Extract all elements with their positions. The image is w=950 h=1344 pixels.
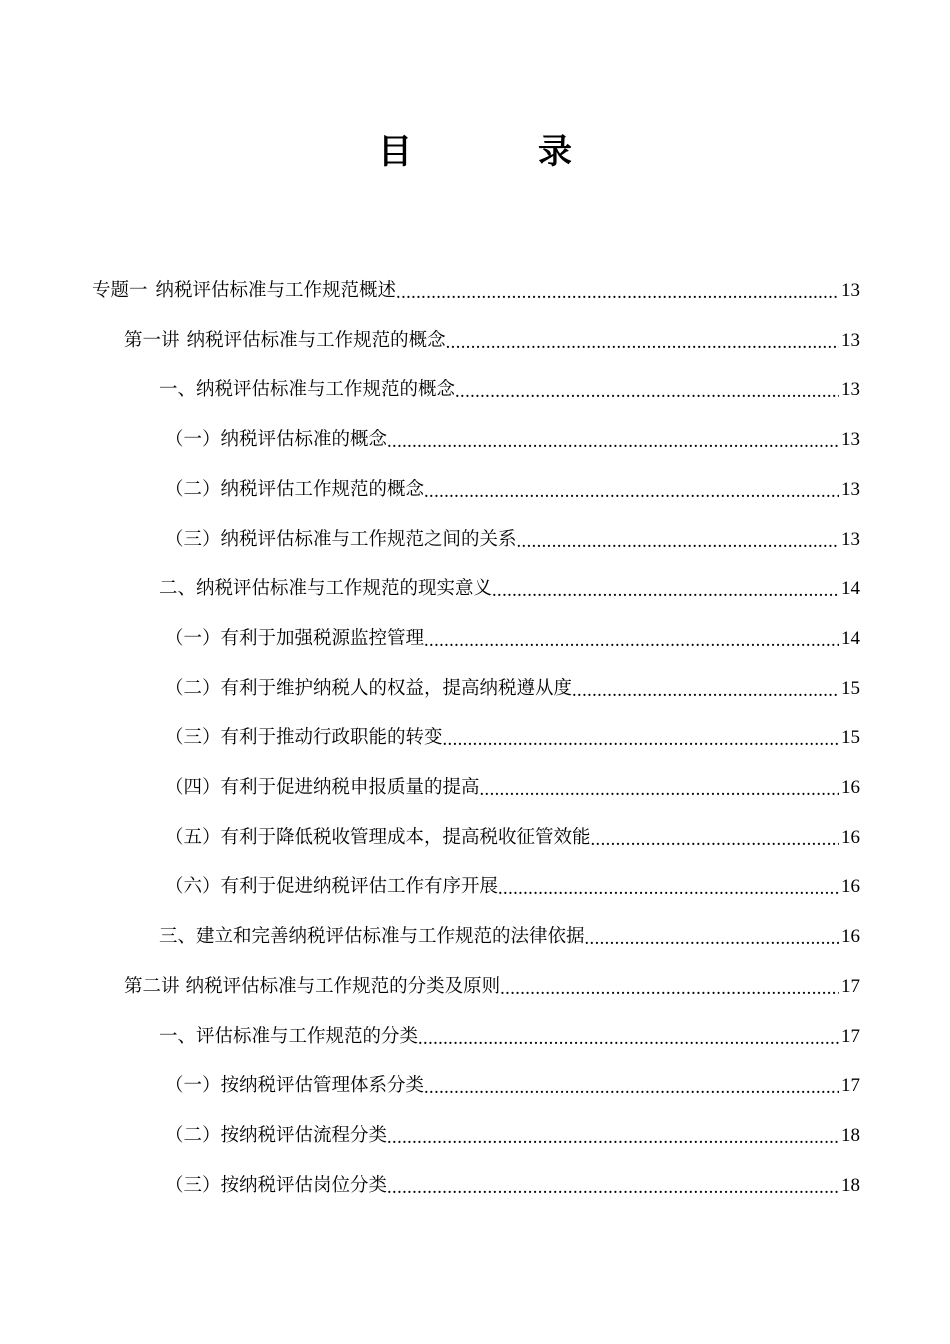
toc-dot-leader	[455, 367, 839, 415]
toc-dot-leader	[585, 914, 839, 962]
toc-page-number: 14	[841, 627, 860, 649]
toc-entry-title: （一）按纳税评估管理体系分类	[165, 1075, 425, 1097]
toc-entry-title: （一）有利于加强税源监控管理	[165, 627, 425, 649]
toc-entry-title: 纳税评估标准与工作规范的概念	[186, 329, 446, 351]
toc-entry-link[interactable]	[165, 1161, 860, 1211]
toc-dot-leader	[517, 517, 839, 565]
toc-entry-link[interactable]	[165, 813, 860, 863]
toc-dot-leader	[492, 566, 839, 614]
toc-entry-title: 一、评估标准与工作规范的分类	[159, 1025, 419, 1047]
toc-dot-leader	[480, 765, 839, 813]
toc-row	[0, 813, 950, 863]
toc-page-number: 18	[841, 1124, 860, 1146]
toc-dot-leader	[387, 1113, 839, 1161]
toc-page-number: 13	[841, 528, 860, 550]
toc-dot-leader	[424, 467, 839, 515]
toc-entry-link[interactable]	[165, 465, 860, 515]
toc-row	[0, 365, 950, 415]
toc-entry-title: （一）纳税评估标准的概念	[165, 429, 388, 451]
toc-row	[0, 862, 950, 912]
toc-page-number: 13	[841, 329, 860, 351]
toc-entry-link[interactable]	[92, 266, 860, 316]
toc-page-number: 16	[841, 876, 860, 898]
toc-dot-leader	[572, 666, 839, 714]
toc-entry-link[interactable]	[124, 962, 860, 1012]
toc-entry-link[interactable]	[124, 316, 860, 366]
toc-entry-link[interactable]	[165, 1061, 860, 1111]
toc-entry-title: （三）纳税评估标准与工作规范之间的关系	[165, 528, 517, 550]
toc-dot-leader	[387, 1163, 839, 1211]
toc-row	[0, 515, 950, 565]
toc-entry-title: （五）有利于降低税收管理成本，提高税收征管效能	[165, 826, 591, 848]
toc-page-number: 13	[841, 280, 860, 301]
toc-row	[0, 713, 950, 763]
toc-row	[0, 912, 950, 962]
toc-row	[0, 1111, 950, 1161]
toc-entry-title: 三、建立和完善纳税评估标准与工作规范的法律依据	[159, 926, 585, 948]
toc-row	[0, 1012, 950, 1062]
toc-row	[0, 1061, 950, 1111]
toc-dot-leader	[424, 616, 839, 664]
toc-entry-title: （六）有利于促进纳税评估工作有序开展	[165, 876, 499, 898]
toc-entry-label: 第二讲	[124, 975, 180, 997]
toc-row	[0, 1161, 950, 1211]
toc-entry-link[interactable]	[165, 415, 860, 465]
toc-entry-link[interactable]	[165, 664, 860, 714]
toc-dot-leader	[591, 815, 839, 863]
toc-page-number: 15	[841, 677, 860, 699]
toc-entry-title: 一、纳税评估标准与工作规范的概念	[159, 379, 456, 401]
toc-entry-link[interactable]	[159, 1012, 860, 1062]
page-title: 目 录	[378, 132, 618, 172]
toc-entry-title: （二）有利于维护纳税人的权益，提高纳税遵从度	[165, 677, 573, 699]
toc-entry-title: （四）有利于促进纳税申报质量的提高	[165, 777, 480, 798]
table-of-contents	[0, 266, 950, 1216]
toc-page-number: 17	[841, 975, 860, 997]
toc-page-number: 18	[841, 1174, 860, 1196]
toc-row	[0, 266, 950, 316]
toc-row	[0, 465, 950, 515]
toc-row	[0, 763, 950, 813]
toc-entry-title: （二）纳税评估工作规范的概念	[165, 478, 425, 500]
toc-dot-leader	[418, 1014, 839, 1062]
toc-dot-leader	[498, 864, 839, 912]
toc-dot-leader	[446, 318, 839, 366]
toc-page-number: 17	[841, 1025, 860, 1047]
toc-row	[0, 614, 950, 664]
toc-entry-label: 专题一	[92, 280, 148, 301]
toc-entry-link[interactable]	[159, 365, 860, 415]
toc-row	[0, 962, 950, 1012]
toc-page-number: 15	[841, 727, 860, 749]
toc-row	[0, 415, 950, 465]
toc-entry-title: （三）有利于推动行政职能的转变	[165, 727, 443, 749]
toc-page-number: 17	[841, 1075, 860, 1097]
toc-dot-leader	[387, 417, 839, 465]
toc-entry-label: 第一讲	[124, 329, 180, 351]
toc-page-number: 13	[841, 478, 860, 500]
toc-dot-leader	[443, 715, 839, 763]
toc-entry-link[interactable]	[159, 564, 860, 614]
toc-dot-leader	[396, 268, 839, 316]
toc-entry-link[interactable]	[165, 515, 860, 565]
toc-row	[0, 316, 950, 366]
toc-page-number: 16	[841, 826, 860, 848]
toc-dot-leader	[500, 964, 839, 1012]
toc-page-number: 16	[841, 926, 860, 948]
toc-page-number: 13	[841, 429, 860, 451]
toc-entry-title: 二、纳税评估标准与工作规范的现实意义	[159, 578, 493, 600]
toc-entry-title: （三）按纳税评估岗位分类	[165, 1174, 388, 1196]
toc-entry-link[interactable]	[159, 912, 860, 962]
toc-page-number: 13	[841, 379, 860, 401]
toc-page-number: 14	[841, 578, 860, 600]
toc-entry-link[interactable]	[165, 713, 860, 763]
toc-entry-link[interactable]	[165, 763, 860, 813]
toc-entry-link[interactable]	[165, 614, 860, 664]
toc-entry-title: 纳税评估标准与工作规范的分类及原则	[185, 975, 501, 997]
toc-dot-leader	[424, 1063, 839, 1111]
toc-entry-title: 纳税评估标准与工作规范概述	[155, 280, 397, 301]
toc-row	[0, 564, 950, 614]
toc-row	[0, 664, 950, 714]
toc-entry-title: （二）按纳税评估流程分类	[165, 1124, 388, 1146]
toc-page-number: 16	[841, 777, 860, 798]
toc-entry-link[interactable]	[165, 862, 860, 912]
toc-entry-link[interactable]	[165, 1111, 860, 1161]
